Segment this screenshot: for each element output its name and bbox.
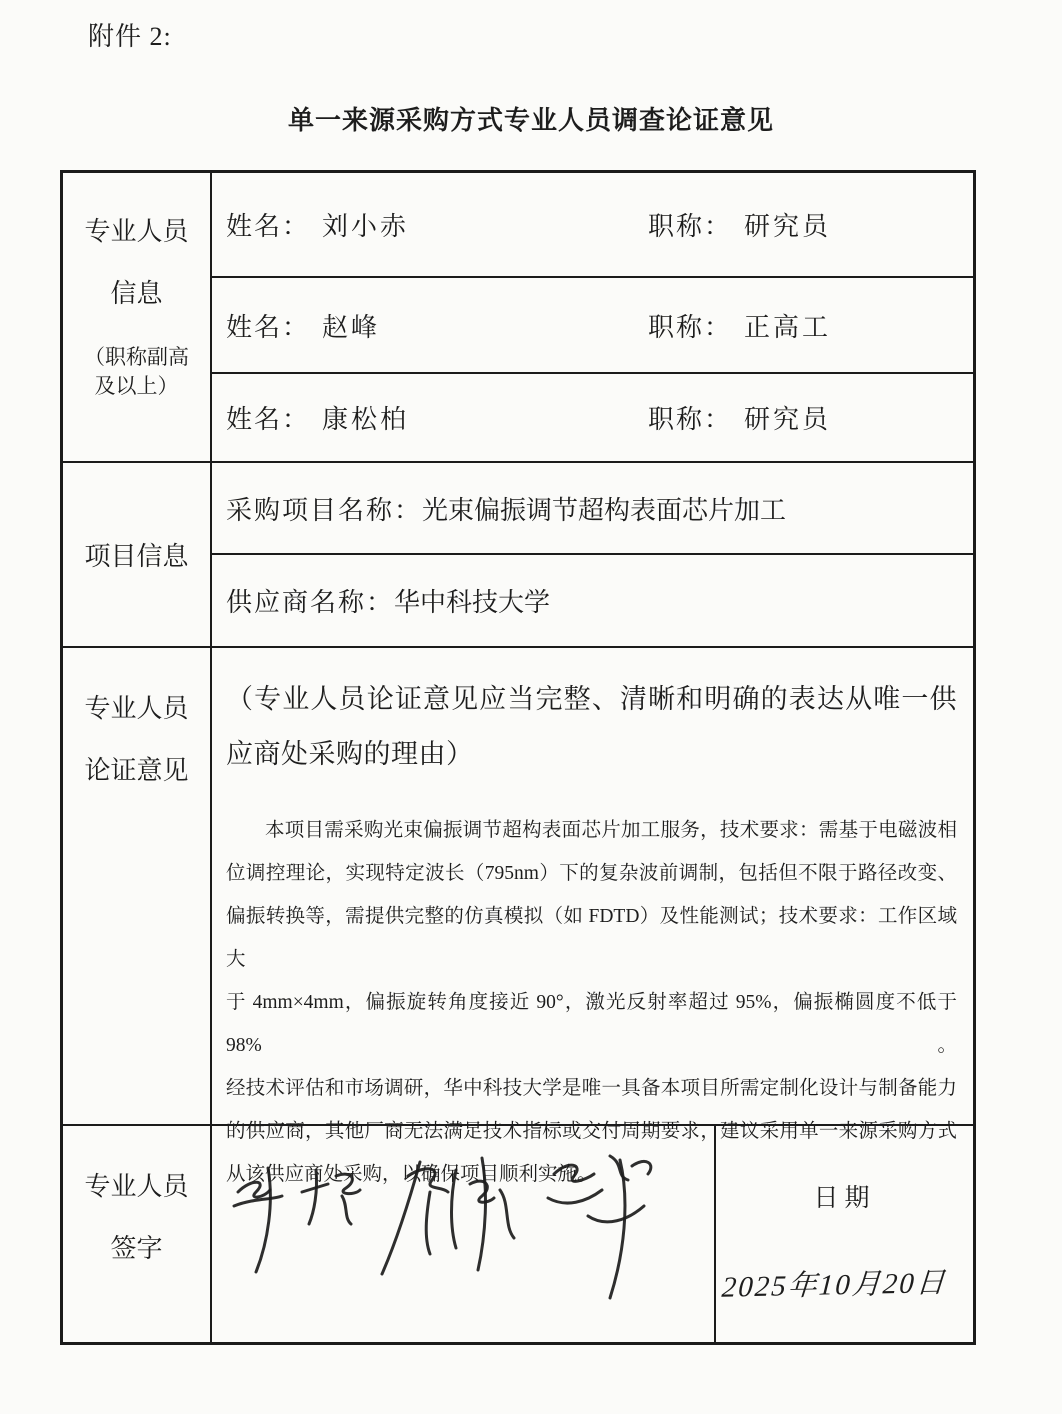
section-signature <box>63 1126 973 1342</box>
personnel-header-note-line2: 及以上） <box>94 374 179 398</box>
form-table <box>60 170 976 1345</box>
note-line: （专业人员论证意见应当完整、清晰和明确的表达从唯一供 <box>226 684 957 714</box>
name-value: 康松柏 <box>322 405 410 434</box>
personnel-rows <box>212 173 973 461</box>
page-title: 单一来源采购方式专业人员调查论证意见 <box>287 106 774 135</box>
project-row <box>212 555 973 646</box>
personnel-header-note <box>63 343 210 401</box>
job-title-value: 研究员 <box>744 405 832 434</box>
body-line: 的供应商，其他厂商无法满足技术指标或交付周期要求，建议采用单一来源采购方式 <box>226 1121 957 1142</box>
signature-header-cell <box>63 1126 212 1342</box>
handwritten-signatures <box>224 1140 684 1316</box>
signatures-area <box>212 1126 716 1342</box>
name-label: 姓名： <box>226 312 311 342</box>
personnel-header-line2: 信息 <box>110 279 163 308</box>
body-line: 偏振转换等，需提供完整的仿真模拟（如 FDTD）及性能测试；技术要求：工作区域大 <box>226 906 957 970</box>
personnel-row <box>212 278 973 374</box>
job-title-field <box>648 399 831 436</box>
name-label: 姓名： <box>226 212 311 241</box>
project-rows <box>212 463 973 646</box>
date-label: 日期 <box>813 1185 876 1212</box>
section-personnel-info <box>63 173 973 463</box>
job-title-value: 研究员 <box>744 212 832 241</box>
personnel-header-note-line1: （职称副高 <box>84 345 189 369</box>
body-line: 经技术评估和市场调研，华中科技大学是唯一具备本项目所需定制化设计与制备能力 <box>226 1078 957 1099</box>
opinion-header-cell <box>63 648 212 1124</box>
project-row <box>212 463 973 555</box>
job-title-label: 职称： <box>648 405 733 434</box>
project-name-label: 采购项目名称： <box>226 495 423 525</box>
signature-liu-xiaochi <box>234 1168 360 1272</box>
job-title-label: 职称： <box>648 212 733 241</box>
signature-header-line1: 专业人员 <box>84 1172 189 1201</box>
date-cell <box>716 1126 973 1342</box>
name-value: 刘小赤 <box>322 212 410 241</box>
job-title-label: 职称： <box>648 312 733 342</box>
job-title-value: 正高工 <box>744 312 832 342</box>
section-opinion <box>63 648 973 1185</box>
name-value: 赵峰 <box>322 312 381 342</box>
personnel-row <box>212 173 973 278</box>
section-project-info <box>63 463 973 648</box>
body-line: 从该供应商处采购，以确保项目顺利实施。 <box>226 1164 597 1185</box>
personnel-row <box>212 374 973 461</box>
signature-kang-songbai <box>382 1158 514 1274</box>
attachment-label: 附件 2: <box>88 22 172 51</box>
personnel-header-cell <box>63 173 212 461</box>
personnel-header-line1: 专业人员 <box>84 217 189 246</box>
name-label: 姓名： <box>226 405 311 434</box>
opinion-content-cell <box>212 648 973 1185</box>
supplier-name-value: 华中科技大学 <box>394 588 551 617</box>
opinion-header-line2: 论证意见 <box>84 756 189 785</box>
date-value: 2025年10月20日 <box>720 1266 948 1304</box>
body-line: 本项目需采购光束偏振调节超构表面芯片加工服务，技术要求：需基于电磁波相 <box>265 820 957 841</box>
job-title-field <box>648 307 831 344</box>
project-header-label: 项目信息 <box>84 542 189 571</box>
project-header-cell <box>63 463 212 646</box>
opinion-header-line1: 专业人员 <box>84 694 189 723</box>
signature-header-line2: 签字 <box>110 1234 163 1263</box>
job-title-field <box>648 206 831 243</box>
body-line: 位调控理论，实现特定波长（795nm）下的复杂波前调制，包括但不限于路径改变、 <box>226 863 957 884</box>
note-line: 应商处采购的理由） <box>226 739 474 769</box>
project-name-value: 光束偏振调节超构表面芯片加工 <box>422 495 787 525</box>
body-line: 于 4mm×4mm，偏振旋转角度接近 90°，激光反射率超过 95%，偏振椭圆度不低于 98%。 <box>226 992 957 1056</box>
supplier-name-label: 供应商名称： <box>226 588 395 617</box>
opinion-instruction-note <box>226 672 957 782</box>
signature-zhao-feng <box>548 1156 651 1298</box>
